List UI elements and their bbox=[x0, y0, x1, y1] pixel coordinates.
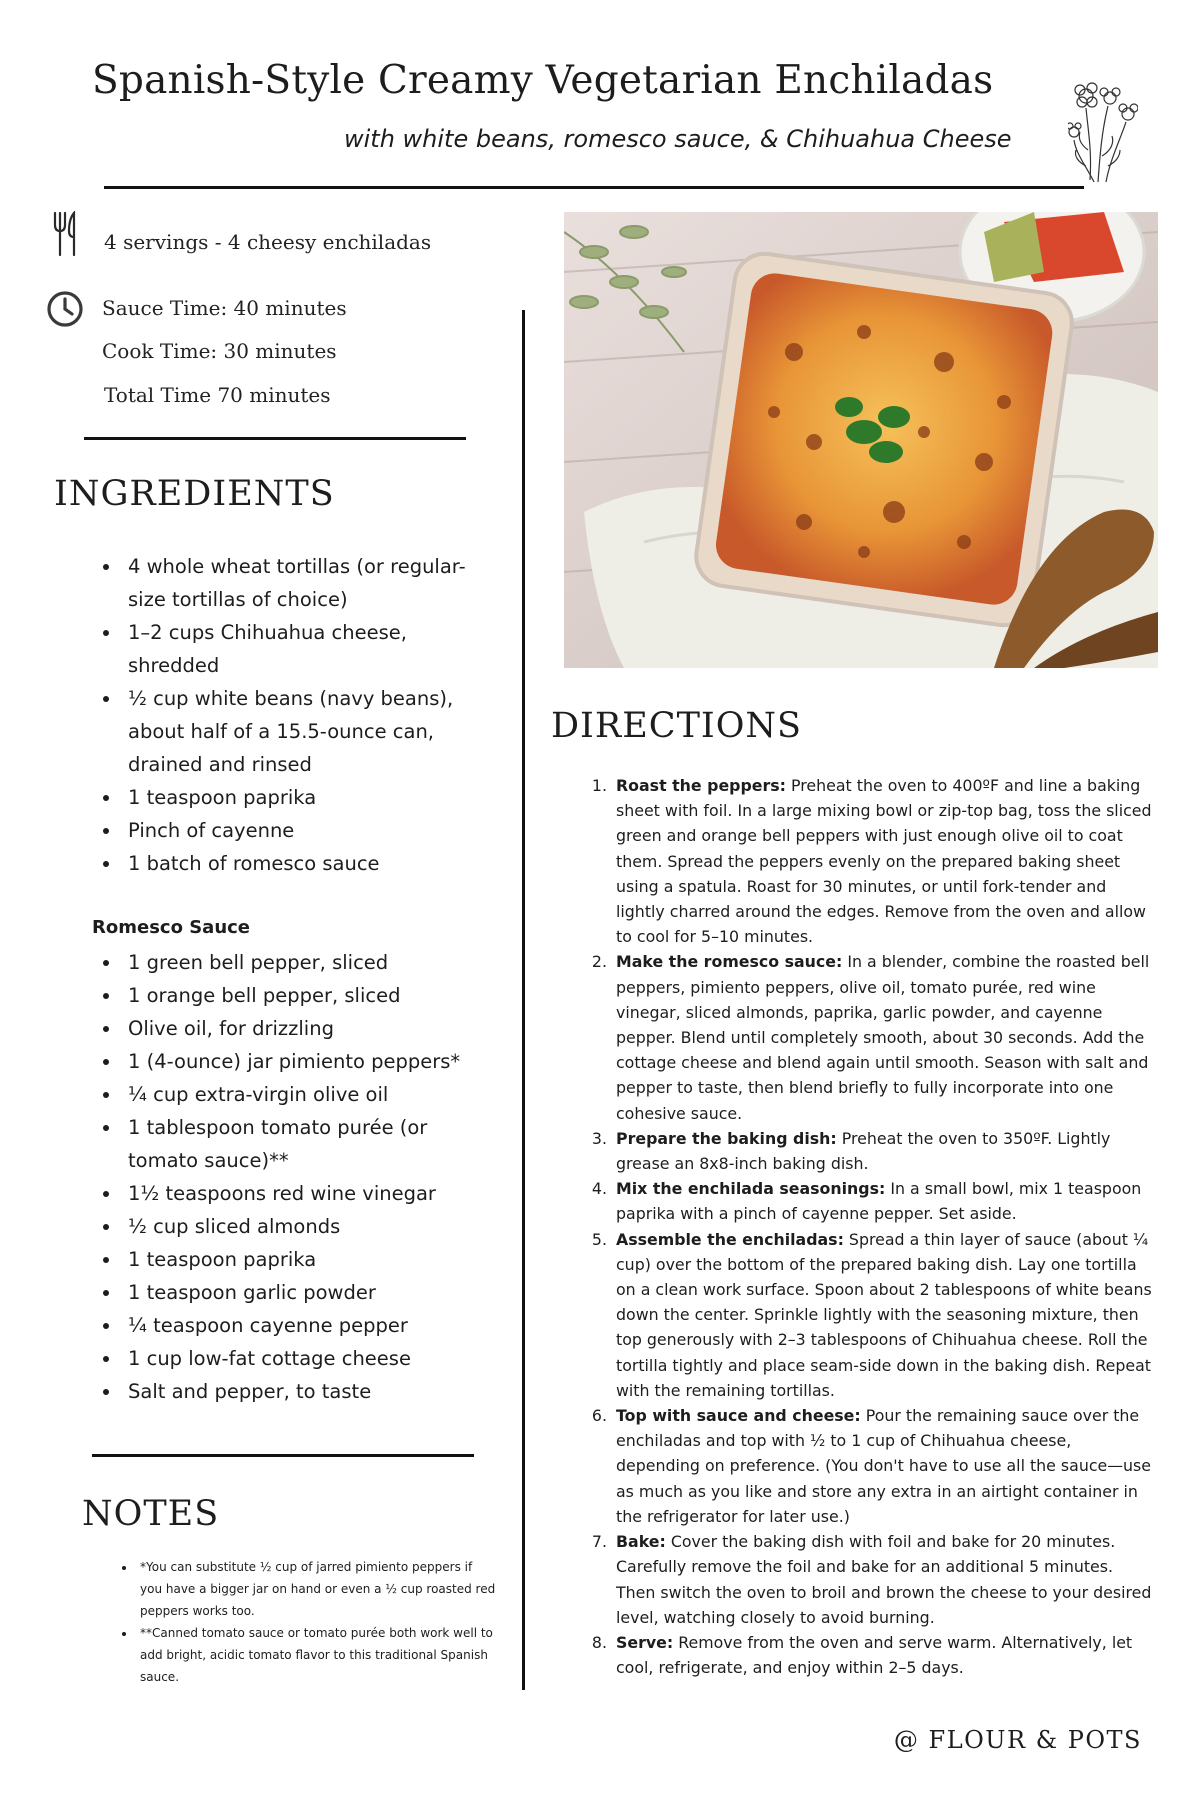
list-item: • 1 (4-ounce) jar pimiento peppers* bbox=[122, 1045, 492, 1078]
list-item bbox=[612, 1630, 1152, 1680]
list-item: • 4 whole wheat tortillas (or regular-size tortillas of choice) bbox=[122, 550, 492, 616]
list-item bbox=[612, 773, 1152, 949]
total-time-text: Total Time 70 minutes bbox=[104, 383, 331, 407]
step-label: Assemble the enchiladas: bbox=[616, 1229, 844, 1249]
sauce-time-text: Sauce Time: 40 minutes bbox=[102, 296, 347, 320]
step-text: Spread a thin layer of sauce (about ¼ cup) over the bottom of the prepared baking dish. Lay one tortilla on a clean work surface. Spoon about 2 tablespoons of white beans down the center. Sprinkle lightly with the seasoning mixture, then top generously with 2–3 tablespoons of Chihuahua cheese. Roll the tortilla tightly and place seam-side down in the baking dish. Repeat with the remaining tortillas. bbox=[616, 1229, 1152, 1400]
list-item: • 1 teaspoon garlic powder bbox=[122, 1276, 492, 1309]
directions-heading: DIRECTIONS bbox=[551, 706, 803, 746]
cook-time-text: Cook Time: 30 minutes bbox=[102, 339, 337, 363]
list-item bbox=[612, 1529, 1152, 1630]
clock-icon bbox=[46, 290, 84, 328]
list-item: • 1 batch of romesco sauce bbox=[122, 847, 492, 880]
list-item: • 1 teaspoon paprika bbox=[122, 1243, 492, 1276]
list-item: • 1 teaspoon paprika bbox=[122, 781, 492, 814]
step-label: Bake: bbox=[616, 1532, 666, 1552]
step-text: Preheat the oven to 400ºF and line a baking sheet with foil. In a large mixing bowl or zip-top bag, toss the sliced green and orange bell peppers with just enough olive oil to coat them. Spread the peppers evenly on the prepared baking sheet using a spatula. Roast for 30 minutes, or until fork-tender and lightly charred around the edges. Remove from the oven and allow to cool for 5–10 minutes. bbox=[616, 776, 1152, 947]
list-item: • ¼ cup extra-virgin olive oil bbox=[122, 1078, 492, 1111]
list-item: • **Canned tomato sauce or tomato purée both work well to add bright, acidic tomato flavor to this traditional Spanish sauce. bbox=[136, 1622, 496, 1688]
list-item: • ¼ teaspoon cayenne pepper bbox=[122, 1309, 492, 1342]
list-item: • 1 cup low-fat cottage cheese bbox=[122, 1342, 492, 1375]
list-item: • 1½ teaspoons red wine vinegar bbox=[122, 1177, 492, 1210]
footer-credit: @ FLOUR & POTS bbox=[893, 1726, 1142, 1754]
list-item: • 1 orange bell pepper, sliced bbox=[122, 979, 492, 1012]
list-item: • ½ cup sliced almonds bbox=[122, 1210, 492, 1243]
column-divider bbox=[522, 310, 525, 1690]
ingredients-divider bbox=[92, 1454, 474, 1457]
fork-knife-icon bbox=[52, 211, 80, 257]
notes-list bbox=[118, 1556, 496, 1688]
recipe-title: Spanish-Style Creamy Vegetarian Enchiladas bbox=[92, 58, 994, 103]
step-text: Preheat the oven to 350ºF. Lightly grease an 8x8-inch baking dish. bbox=[616, 1128, 1111, 1174]
romesco-sauce-heading: Romesco Sauce bbox=[92, 917, 251, 938]
list-item bbox=[612, 1227, 1152, 1403]
step-text: Pour the remaining sauce over the enchiladas and top with ½ to 1 cup of Chihuahua cheese, depending on preference. (You don't have to use all the sauce—use as much as you like and store any extra in an airtight container in the refrigerator for later use.) bbox=[616, 1406, 1152, 1526]
list-item bbox=[612, 1176, 1152, 1226]
enchiladas-photo bbox=[564, 212, 1158, 668]
step-text: In a blender, combine the roasted bell peppers, pimiento peppers, olive oil, tomato purée, red wine vinegar, sliced almonds, paprika, garlic powder, and cayenne pepper. Blend until completely smooth, about 30 seconds. Add the cottage cheese and blend again until smooth. Season with salt and pepper to taste, then blend briefly to fully incorporate into one cohesive sauce. bbox=[616, 952, 1150, 1123]
list-item: • Pinch of cayenne bbox=[122, 814, 492, 847]
step-label: Serve: bbox=[616, 1632, 674, 1652]
wildflowers-illustration bbox=[1068, 70, 1138, 186]
step-text: Remove from the oven and serve warm. Alternatively, let cool, refrigerate, and enjoy within 2–5 days. bbox=[616, 1632, 1133, 1678]
list-item: • Salt and pepper, to taste bbox=[122, 1375, 492, 1408]
directions-list bbox=[590, 773, 1152, 1680]
step-label: Top with sauce and cheese: bbox=[616, 1406, 861, 1426]
list-item: • 1 tablespoon tomato purée (or tomato sauce)** bbox=[122, 1111, 492, 1177]
list-item: • Olive oil, for drizzling bbox=[122, 1012, 492, 1045]
step-text: In a small bowl, mix 1 teaspoon paprika with a pinch of cayenne pepper. Set aside. bbox=[616, 1179, 1142, 1224]
meta-divider bbox=[84, 437, 466, 440]
list-item bbox=[612, 949, 1152, 1125]
notes-heading: NOTES bbox=[82, 1494, 220, 1534]
step-label: Prepare the baking dish: bbox=[616, 1128, 837, 1148]
header-divider bbox=[104, 186, 1084, 189]
romesco-ingredients-list bbox=[94, 946, 492, 1408]
list-item: • *You can substitute ½ cup of jarred pimiento peppers if you have a bigger jar on hand or even a ½ cup roasted red peppers works too. bbox=[136, 1556, 496, 1622]
step-label: Mix the enchilada seasonings: bbox=[616, 1179, 886, 1199]
list-item bbox=[612, 1403, 1152, 1529]
step-label: Roast the peppers: bbox=[616, 776, 787, 795]
ingredients-list bbox=[94, 550, 492, 880]
servings-text: 4 servings - 4 cheesy enchiladas bbox=[104, 230, 432, 254]
recipe-subtitle: with white beans, romesco sauce, & Chihuahua Cheese bbox=[344, 125, 1012, 153]
ingredients-heading: INGREDIENTS bbox=[54, 474, 335, 514]
step-text: Cover the baking dish with foil and bake for 20 minutes. Carefully remove the foil and bake for an additional 5 minutes. Then switch the oven to broil and brown the cheese to your desired level, watching closely to avoid burning. bbox=[616, 1532, 1152, 1627]
list-item: • ½ cup white beans (navy beans), about half of a 15.5-ounce can, drained and rinsed bbox=[122, 682, 492, 781]
list-item bbox=[612, 1126, 1152, 1176]
list-item: • 1 green bell pepper, sliced bbox=[122, 946, 492, 979]
step-label: Make the romesco sauce: bbox=[616, 952, 843, 972]
list-item: • 1–2 cups Chihuahua cheese, shredded bbox=[122, 616, 492, 682]
